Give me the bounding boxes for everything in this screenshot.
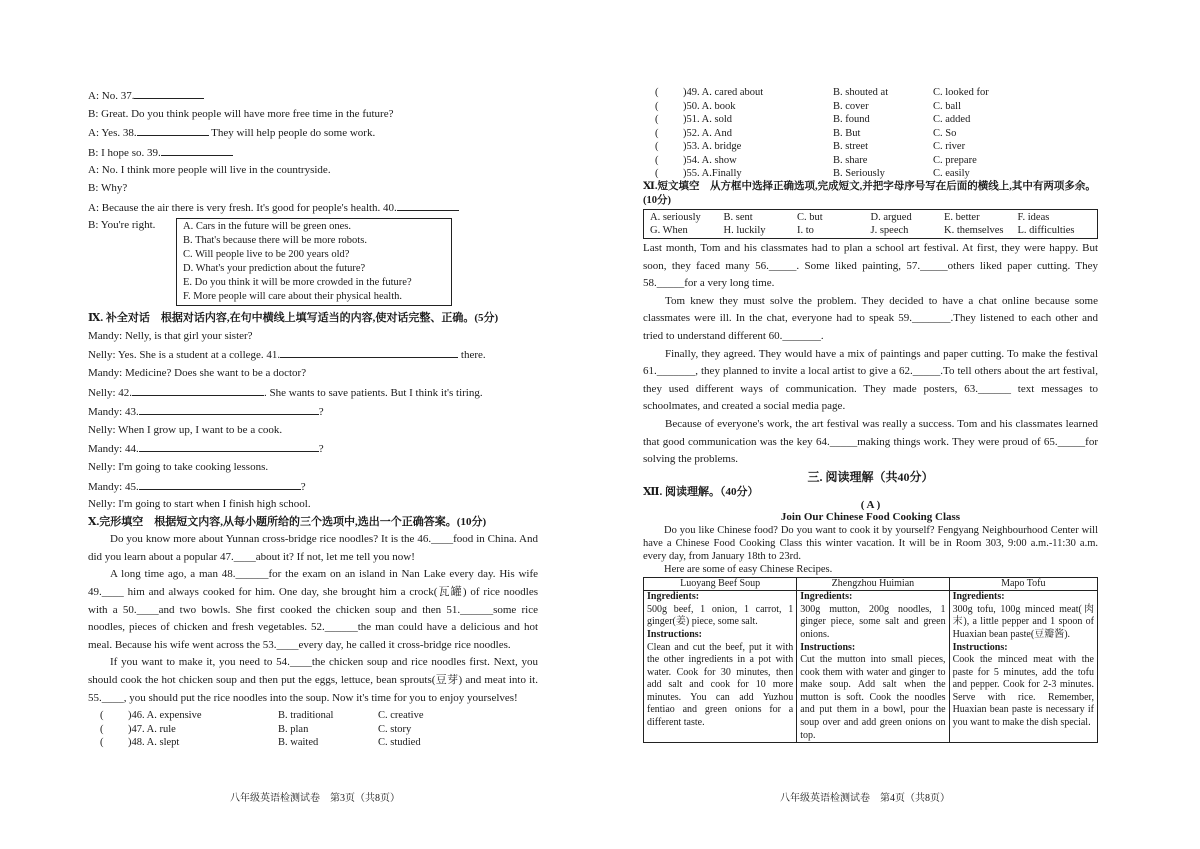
dialogue-line: Mandy: Nelly, is that girl your sister? [88,329,253,342]
page-footer: 八年级英语检测试卷 第3页（共8页） [230,793,400,804]
instructions-text: Cook the minced meat with the paste for 5 minutes, add the tofu and pepper. Cook for 2-3 minutes. Serve with rice. Remember, Huaxian bean paste is necessary if you want to make the dish special. [952,654,1094,729]
section-12-title: Ⅻ. 阅读理解。（40分） [643,485,759,498]
word-option: G. When [650,225,688,236]
word-option: K. themselves [944,225,1004,236]
option-a[interactable]: )55. A.Finally [683,168,742,179]
instructions-label: Instructions: [647,628,703,640]
word-option: C. but [797,212,823,223]
option-b[interactable]: B. cover [833,100,869,112]
recipe-cell [644,591,797,743]
option-c[interactable]: C. story [378,723,412,735]
ingredients-text: 500g beef, 1 onion, 1 carrot, 1 ginger(姜) piece, some salt. [647,603,794,628]
answer-blank-41[interactable] [280,345,458,358]
option-c[interactable]: C. ball [933,100,961,112]
ad-recipes-intro: Here are some of easy Chinese Recipes. [664,564,833,576]
section-10-title: Ⅹ.完形填空 根据短文内容,从每小题所给的三个选项中,选出一个正确答案。(10分) [88,515,487,528]
recipes-table [643,577,1098,744]
option-c[interactable]: C. So [933,127,957,139]
answer-blank-45[interactable] [139,477,301,490]
ingredients-label: Ingredients: [800,591,853,603]
option-a[interactable]: )51. A. sold [683,114,733,125]
choice-item: A. Cars in the future will be green ones. [183,221,351,233]
dialogue-line: Mandy: Medicine? Does she want to be a doctor? [88,366,307,379]
option-a[interactable]: )50. A. book [683,100,736,112]
option-b[interactable]: B. But [833,127,861,139]
dialogue-line: Mandy: 43. ? [88,402,538,422]
dialogue-choices-row [88,217,538,308]
text-paragraph-3: Finally, they agreed. They would have a mix of paintings and paper cutting. To make the festival 61._______, they planned to invite a local artist to give a 62._____.To tell others about the art festival, they used different ways of communication. They made posters, 63.______ text messages to schoolmates, and created a social media page. [643,347,1098,413]
option-b[interactable]: B. traditional [278,710,334,722]
ingredients-text: 300g tofu, 100g minced meat(肉末), a little pepper and 1 spoon of Huaxian bean paste(豆瓣酱). [952,603,1094,640]
option-b[interactable]: B. share [833,154,868,166]
dialogue-line: Nelly: 42. . She wants to save patients. But I think it's tiring. [88,383,538,403]
ad-paragraph: Do you like Chinese food? Do you want to cook it by yourself? Fengyang Neighbourhood Center will have a Chinese Food Cooking Class this winter vacation. It will be in Room 303, 9:00 a.m.-11:30 a.m. every day, from January 18th to 23rd. [643,524,1098,563]
options-49-55: ( )49. A. cared about B. shouted at C. looked for ( )50. A. book B. cover C. ball ( )51. A. sold B. found C. added ( )52. A. And B. But C. So ( )53. A. bridge B. street C. river ( )54. A. show B. share C. prepare ( )55. A.Finally B. Seriously C. easily [655,86,1100,181]
dialogue-line: B: Why? [88,181,128,194]
word-option: F. ideas [1017,212,1050,223]
answer-blank-37[interactable] [134,86,204,99]
option-b[interactable]: B. shouted at [833,87,889,98]
option-c[interactable]: C. prepare [933,154,977,166]
right-column-main [643,180,1098,743]
option-c[interactable]: C. river [933,141,966,152]
dialogue-line: Nelly: When I grow up, I want to be a cook. [88,423,283,436]
dialogue-line: Mandy: 44. ? [88,439,538,459]
choice-item: D. What's your prediction about the future? [183,263,366,275]
dialogue-line: Nelly: I'm going to take cooking lessons. [88,460,269,473]
instructions-label: Instructions: [952,641,1008,653]
option-a[interactable]: )46. A. expensive [128,710,202,722]
option-a[interactable]: )52. A. And [683,127,733,139]
dialogue-line: B: I hope so. 39. [88,143,538,163]
choice-item: F. More people will care about their physical health. [183,291,403,303]
recipe-cell [949,591,1097,743]
option-c[interactable]: C. creative [378,710,424,722]
options-46-48: ( )46. A. expensive B. traditional C. creative ( )47. A. rule B. plan C. story ( )48. A. slept B. waited C. studied [100,709,538,750]
ingredients-label: Ingredients: [952,591,1005,603]
option-a[interactable]: )53. A. bridge [683,141,742,152]
option-c[interactable]: C. added [933,114,971,125]
option-a[interactable]: )47. A. rule [128,723,176,735]
answer-blank-44[interactable] [139,439,319,452]
answer-blank-39[interactable] [161,143,233,156]
dialogue-line: Nelly: I'm going to start when I finish high school. [88,498,311,511]
option-c[interactable]: C. looked for [933,87,989,98]
word-option: D. argued [870,212,912,223]
option-c[interactable]: C. studied [378,737,421,749]
word-option: J. speech [870,225,909,236]
page-footer: 八年级英语检测试卷 第4页（共8页） [780,793,950,804]
ingredients-text: 300g mutton, 200g noodles, 1 ginger piece, some salt and green onions. [800,603,946,640]
text-paragraph-4: Because of everyone's work, the art festival was really a success. Tom and his classmates learned that good communication was the key 64._____making things work. They were proud of 65._____for solving the problems. [643,417,1098,466]
left-column [88,86,538,750]
recipe-name: Luoyang Beef Soup [644,577,797,591]
dialogue-line: A: Because the air there is very fresh. It's good for people's health. 40. [88,198,538,218]
cloze-paragraph-1: Do you know more about Yunnan cross-bridge rice noodles? It is the 46.____food in China. And did you learn about a popular 47.____about it? If not, let me tell you now! [88,533,538,563]
dialogue-line: Nelly: Yes. She is a student at a college. 41. there. [88,345,538,365]
ad-title: Join Our Chinese Food Cooking Class [780,510,961,523]
option-a[interactable]: )49. A. cared about [683,87,764,98]
recipe-name: Zhengzhou Huimian [797,577,949,591]
right-column [655,86,1100,181]
answer-blank-38[interactable] [137,123,209,136]
recipe-name: Mapo Tofu [949,577,1097,591]
word-option: H. luckily [723,225,766,236]
cloze-paragraph-2: A long time ago, a man 48.______for the exam on an island in Nan Lake every day. His wife 49.____ him and always cooked for him. One day, she brought him a crock(瓦罐) of rice noodles with a 50.____and two bowls. She first cooked the chicken soup and then 51.______some rice noodles, pieces of chicken and fresh vegetables. 52.______the man could have a delicious and hot meal. Because his wife went across the 53.____every day, he called it cross-bridge rice noodles. [88,568,538,651]
word-option: E. better [944,212,980,223]
instructions-text: Clean and cut the beef, put it with the other ingredients in a pot with water. Cook for 30 minutes, then add salt and cook for 10 more minutes. You can add Yuzhou fentiao and green onions for a different taste. [647,641,794,729]
ingredients-label: Ingredients: [647,591,700,603]
option-a[interactable]: )54. A. show [683,154,737,166]
option-b[interactable]: B. found [833,114,870,125]
word-option: A. seriously [650,212,701,223]
choice-item: B. That's because there will be more robots. [183,235,367,247]
part-3-title: 三. 阅读理解（共40分） [807,469,934,484]
dialogue-line: A: No. 37. [88,86,538,106]
word-option: L. difficulties [1017,225,1075,236]
option-c[interactable]: C. easily [933,168,970,179]
dialogue-line: A: Yes. 38. They will help people do some work. [88,123,538,143]
word-option: I. to [797,225,814,236]
option-b[interactable]: B. waited [278,737,319,749]
option-b[interactable]: B. street [833,141,868,152]
dialogue-line: A: No. I think more people will live in the countryside. [88,164,331,177]
section-9-title: Ⅸ. 补全对话 根据对话内容,在句中横线上填写适当的内容,使对话完整、正确。(5分) [88,312,499,325]
instructions-label: Instructions: [800,641,856,653]
option-b[interactable]: B. plan [278,723,309,735]
choice-box [176,218,452,306]
dialogue-line: Mandy: 45. ? [88,477,538,497]
word-box [643,209,1098,239]
answer-blank-42[interactable] [132,383,264,396]
cloze-paragraph-3: If you want to make it, you need to 54.____the chicken soup and rice noodles first. Next, you should cook the hot chicken soup and then put the eggs, lettuce, bean sprouts(豆芽) and meat into it. 55.____, you should put the rice noodles into the soup. Now it's time for you to enjoy yourselves! [88,656,538,704]
option-a[interactable]: )48. A. slept [128,737,180,749]
passage-a-label: ( A ) [860,498,881,511]
dialogue-line: B: Great. Do you think people will have more free time in the future? [88,107,394,120]
dialogue-line: B: You're right. [88,219,156,232]
text-paragraph-1: Last month, Tom and his classmates had to plan a school art festival. At first, they were happy. But soon, they faced many 56._____. Some liked painting, 57._____others liked paper cutting. They 58._____for a very long time. [643,242,1098,290]
choice-item: E. Do you think it will be more crowded in the future? [183,277,412,289]
word-option: B. sent [723,212,753,223]
choice-item: C. Will people live to be 200 years old? [183,249,350,261]
option-b[interactable]: B. Seriously [833,168,885,179]
answer-blank-40[interactable] [397,198,459,211]
recipe-cell [797,591,949,743]
answer-blank-43[interactable] [139,402,319,415]
instructions-text: Cut the mutton into small pieces, cook them with water and ginger to make soup. Add salt when the mutton is soft. Cook the noodles and put them in a bowl, pour the soup over and add green onions on top. [800,654,946,741]
section-11-title: Ⅺ.短文填空 从方框中选择正确选项,完成短文,并把字母序号写在后面的横线上,其中有两项多余。(10分) [643,181,1096,206]
text-paragraph-2: Tom knew they must solve the problem. They decided to have a chat online because some classmates were ill. In the chat, everyone had to speak 59._______.They listened to each other and tried to understand different 60._______. [643,294,1098,342]
